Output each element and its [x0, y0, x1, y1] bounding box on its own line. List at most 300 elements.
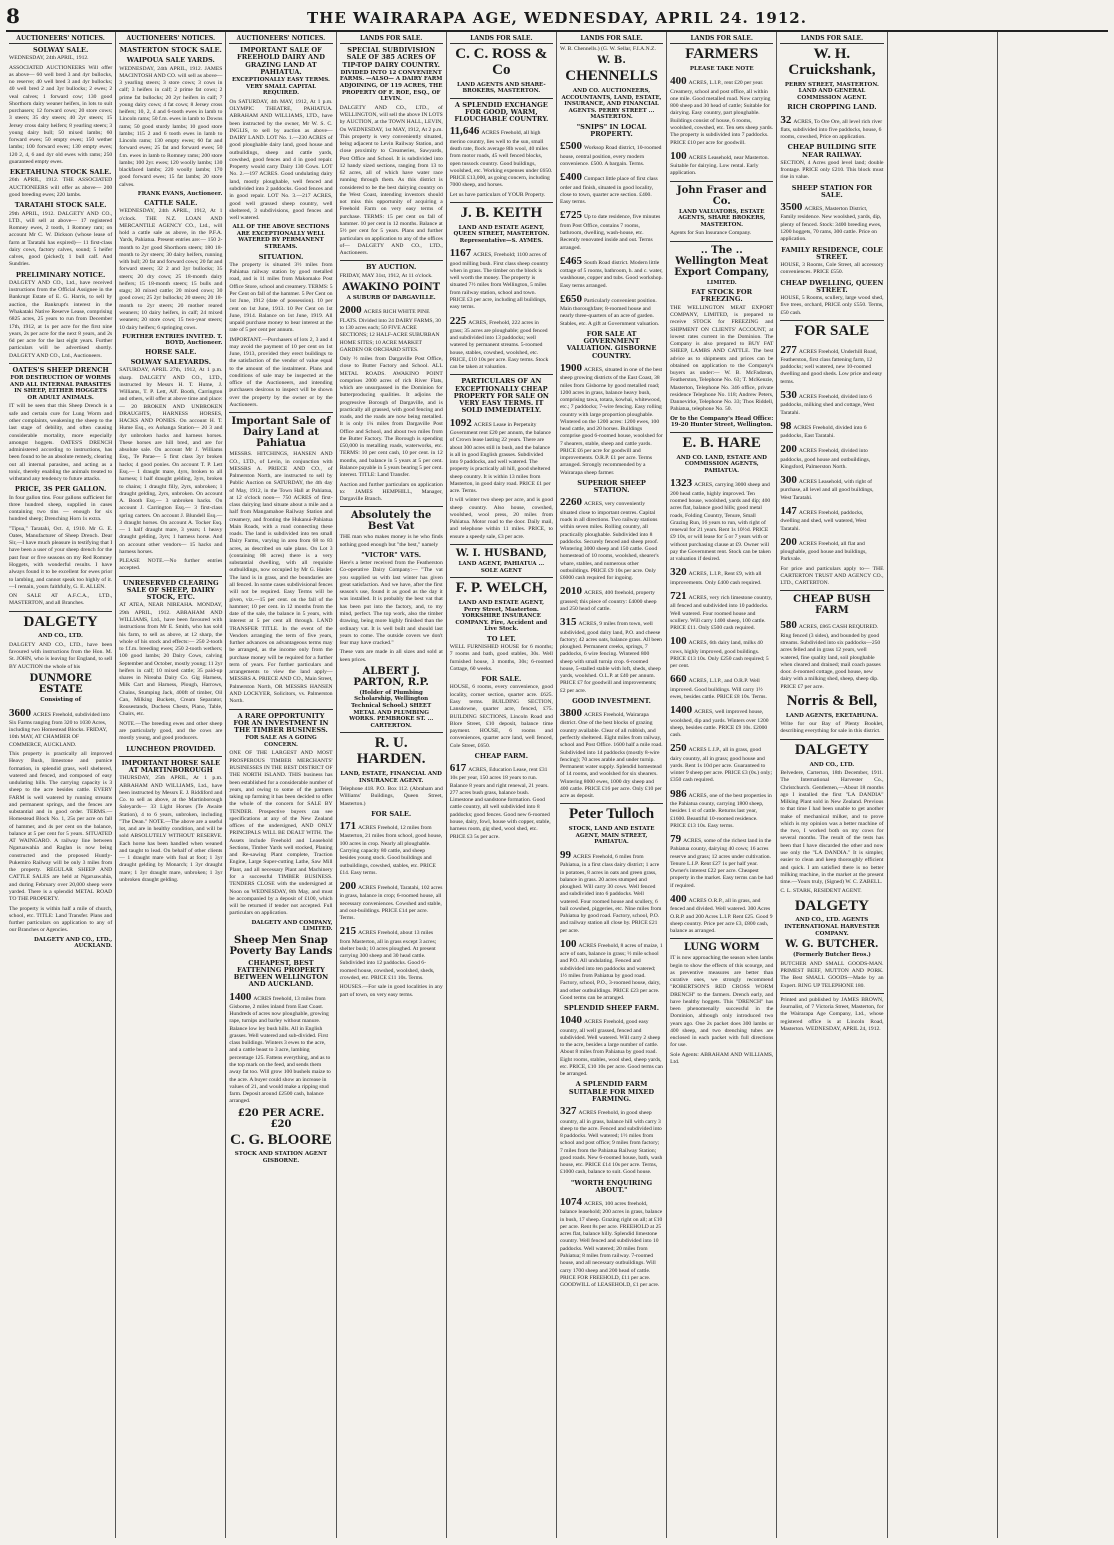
ad-paragraph: FRIDAY, MAY 31st, 1912, At 11 o'clock.	[339, 272, 433, 279]
ad-heading: CHEAP BUILDING SITE NEAR RAILWAY.	[787, 143, 877, 159]
ad-paragraph: W. B. Chennells.) (G. W. Sellar, F.I.A.N.Z.	[559, 46, 656, 52]
ad-divider	[450, 202, 553, 203]
property-listing	[560, 584, 663, 613]
ad-title: John Fraser and Co.	[676, 184, 767, 207]
ad-signature: DALGETY AND COMPANY, LIMITED.	[251, 919, 333, 932]
ad-paragraph: BUTCHER AND SMALL GOODS-MAN. PRIMEST BEEF, MUTTON AND PORK. The Best SMALL GOODS—Made by an Expert. RING UP TELEPHONE 180.	[780, 960, 884, 989]
property-listing	[780, 343, 883, 386]
property-listing	[780, 419, 883, 441]
ad-heading: OATES'S SHEEP DRENCH	[12, 365, 109, 374]
column-header: LANDS FOR SALE.	[450, 34, 553, 44]
ad-subheading: PLEASE TAKE NOTE	[689, 65, 754, 72]
ad-heading: SOLWAY SALE.	[32, 46, 89, 54]
acreage-figure: 147	[780, 505, 797, 517]
advertiser-name: R. U. HARDEN.	[356, 735, 426, 768]
acreage-figure: 200	[780, 443, 797, 456]
ad-paragraph: NOTE.—The breeding ewes and other sheep are particularly good, and the cows are mostly young, and good producers.	[119, 720, 223, 742]
ad-paragraph: HOUSES.—For sale in good localities in any part of town, on very easy terms.	[339, 984, 443, 998]
property-listing	[560, 292, 663, 328]
listing-text: ACRES, carrying 3000 sheep and 200 head cattle, highly improved. Ten roomed house, woolshed, yards and dip; 400 acres flat, balance good hills; good metal roads, Folding Country, Tenure, Small Grazing Run, 16 years to run, with right of renewal for 21 years. Rent 1s 10½d. PRICE £9 10s, or will lease for 5 or 7 years with or without purchasing clause at £9. Owner will pay the Government rent. Stock can be taken at valuation if desired.	[670, 482, 771, 563]
ad-paragraph: DALGETY AND CO., LTD., of WELLINGTON, will sell the above IN LOTS by AUCTION, at the TOWN HALL, LEVIN, On WEDNESDAY, 1st MAY, 1912, At 2 p.m. This property is very conveniently situated, being adjacent to Levin Railway Station, and close proximity to Creameries, Sawyards, Post Office and School. It is subdivided into 12 handy sized sections, ranging from 13 to 62 acres, all of which have water race running through them. As this district is considered to be the best dairying country on the West Coast, intending investors should not miss this opportunity of acquiring a Freehold Farm on very easy terms of purchase. TERMS: 15 per cent on fall of hammer. 10 per cent in 12 months. Balance at 5½ per cent for 5 years. Plans and further particulars on application to any of the offices of— DALGETY AND CO., LTD., Auctioneers.	[339, 104, 443, 257]
ad-heading: SPLENDID SHEEP FARM.	[564, 1004, 660, 1013]
ad-subheading: FOR DESTRUCTION OF WORMS AND ALL INTERNAL PARASITES IN SHEEP, EITHER HOGGETS OR ADULT ANIMALS.	[10, 375, 112, 401]
ad-heading: MASTERTON STOCK SALE.	[119, 46, 222, 54]
ad-heading: SPECIAL SUBDIVISION SALE OF 385 ACRES OF TIP-TOP DAIRY COUNTRY.	[342, 46, 440, 69]
ad-divider	[670, 938, 773, 939]
property-listing	[670, 892, 773, 935]
property-listing	[450, 416, 553, 496]
acreage-figure: 721	[670, 589, 687, 602]
acreage-figure: 200	[780, 535, 797, 548]
listing-text: ACRES, L.I.P., rent £20 per year. Creamery, school and post office, all within one mile. Good metalled road. Now carrying 800 sheep and 30 head of cattle; Suitable for dairying. Easy country, part ploughable. Buildings consist of house, 6 rooms, woolshed, cowshed, etc. Ten sets sheep yards. The property is subdivided into 7 paddocks. PRICE £10 per acre for goodwill.	[670, 80, 774, 146]
ad-paragraph: Sole Agents: ABRAHAM AND WILLIAMS, Ltd.	[670, 1051, 774, 1066]
advertiser-name: DALGETY	[794, 897, 869, 914]
ad-subheading: FOR SALE AS A GOING CONCERN.	[245, 735, 317, 748]
listing-text: ACRES Freehold, divided into 6 paddocks, East Taratahi.	[780, 424, 867, 440]
property-listing	[560, 1195, 663, 1289]
property-listing	[670, 703, 773, 739]
listing-text: South Road district. Modern little cottage of 5 rooms, bathroom, h. and c. water, washhouse, copper and tubs. Good workshop. Easy terms arranged.	[559, 259, 663, 289]
ad-subheading: LAND, ESTATE, FINANCIAL AND INSURANCE AGENT.	[340, 770, 442, 784]
property-listing	[670, 476, 773, 563]
ad-paragraph: The property is within half a mile of church, school, etc. TITLE: Land Transfer. Plans and further particulars on application to any of our Branches or Agencies.	[9, 905, 113, 934]
property-listing	[780, 113, 883, 142]
listing-text: ACRES Freehold, 6 miles from Pahiatua, in a first class dairy district; 1 acre in potatoes, 8 acres in oats and green grass, balance in grass. 20 acres stumped and ploughed. Will carry 30 cows. Well fenced and subdivided into 6 paddocks. Well watered. Four roomed house and scullery, 6 bail cowshed, piggeries, etc. Nine miles from Pahiatua by good road. Factory, school, P.O. and railway station all close by. PRICE £21 per acre.	[559, 853, 662, 934]
ad-paragraph: HOUSE, 5 Rooms, scullery, large wood shed, five trees, orchard, PRICE only £550. Terms, £50 cash.	[780, 295, 884, 316]
ad-heading: A RARE OPPORTUNITY FOR AN INVESTMENT IN THE TIMBER BUSINESS.	[233, 711, 329, 735]
ad-paragraph: AT ATEA, NEAR NIREAHA. MONDAY, 29th APRIL, 1912. ABRAHAM AND WILLIAMS, Ltd., have been favoured with instructions from Mr E. Smith, who has sold his farm, to sell as above, at 12 sharp, the whole of his stock and effects:— 250 2-tooth to f.f.m. breeding ewes; 250 2-tooth wethers; 100 good lambs; 20 Dairy Cows, calving September and October, mostly young; 11 2yr heifers in calf; 10 mixed cattle; 35 paid-up shares in Nireaha Dairy Co. Gig Harness, Milk Cart and Harness, Plough, Harrows, Chains, Stumping Jack, 400ft of timber, Oil Can, Milking Buckets, Cream Separator, Rousestands, Duchess Chests, Piano, Table, Chairs, etc.	[119, 602, 223, 718]
ad-paragraph: DALGETY AND CO., LTD., have been favoured with instructions from the Hon. M. St. JOHN, who is leaving for England, to sell BY AUCTION the whole of his	[9, 641, 113, 670]
listing-text: Particularly convenient position. Main thoroughfare; 8-roomed house and nearly three-quarters of an acre of garden. Stables, etc. A gift at Government valuation.	[559, 297, 660, 327]
property-listing	[670, 672, 773, 701]
listing-text: ACRES O.R.P., all in grass, and fenced and divided. Well watered. 300 Acres O.R.P. and 200 Acres L.I.P. Rent £25. Good 9 sheep country. Price per acre £3, £800 cash, balance as arranged.	[670, 897, 773, 935]
acreage-figure: 320	[670, 566, 687, 579]
ad-divider	[340, 506, 443, 507]
ad-heading: CHEAP DWELLING, QUEEN STREET.	[780, 278, 884, 294]
property-listing	[229, 990, 332, 1106]
ad-divider	[340, 260, 443, 261]
advertiser-name: DALGETY	[794, 741, 869, 758]
listing-text: ACRES Freehold, all flat and ploughable, good house and buildings, Parkvale.	[780, 540, 867, 563]
acreage-figure: 400	[670, 892, 687, 905]
property-listing	[780, 473, 883, 502]
acreage-figure: 98	[780, 419, 792, 432]
ad-paragraph: Let us have particulars of YOUR Property.	[449, 191, 546, 198]
listing-text: Compact little place of first class order and finish, situated in good locality, close to town, quarter acre section. £400. Easy terms.	[559, 176, 658, 206]
ad-subheading: Or to the Company's Head Office: 19-20 Hunter Street, Wellington.	[670, 415, 774, 429]
listing-text: ACRES Freehold, Wairarapa district. One of the best blocks of grazing country available. Clear of all rubbish, and perfectly sheltered. Eight miles from railway, school and Post Office. 1600 half a mile road. Subdivided into 14 paddocks (mostly 8-wire fencing); 70 acres arable and under turnip. Permanent water supply. Splendid homestead of 14 rooms, and woolshed for six shearers. Wintering 8000 ewes, 1000 dry sheep and 400 cattle. PRICE £16 per acre. Only £10 per acre as deposit.	[559, 712, 663, 800]
acreage-figure: 100	[670, 149, 687, 162]
listing-text: ACRES Leasehold, with right of purchase, all level and all good buildings, West Taratahi.	[780, 479, 874, 501]
ad-paragraph: PLEASE NOTE.—No further entries accepted.	[119, 558, 223, 572]
ad-subheading: LIMITED.	[706, 279, 737, 286]
ad-divider	[229, 412, 332, 413]
ad-paragraph: MESSRS. HITCHINGS, HANSEN AND CO., LTD., of Levin, in conjunction with MESSRS A. PRIECE AND CO., of Palmerston North, are instructed to sell by Public Auction on SATURDAY, the 4th day of May, 1912, in the Town Hall at Pahiatua, at 12 o'clock noon— 750 ACRES of first-class dairying land situate about a mile and a half from Mangamahoe Railway Station and creamery, and fronting the Hukanui-Pahiatua Main Roads, with a road connecting these roads. The land is subdivided into ten small Dairy Farms, varying in area from 68 to 83 acres, as described on sale plans. On Lot 3 (containing 88 acres) there is a very substantial dwelling, with all requisite outbuildings, now occupied by Mr G. Hasler. The land is in grass, and the boundaries are all fenced. In some cases subdivisional fences will not be required. Easy Terms will be given, viz.—15 per cent. on the fall of the hammer; 10 per cent. in 12 months from the date of the sale, the balance in 5 years, with interest at 5 per cent all through. LAND TRANSFER TITLE. In the event of the Vendors arranging the term of five years, further advances on advantageous terms may be arranged, as the income only from the purchase money will be required for a further term of years. For further particulars and arrangements to view the land apply— MESSRS A. PRIECE AND CO., Main Street, Palmerston North, OR MESSRS HANSEN AND LOCKYER, Solicitors, vs. Palmerston North.	[229, 451, 333, 705]
ad-heading: CHEAPEST, BEST FATTENING PROPERTY BETWEEN WELLINGTON AND AUCKLAND.	[233, 958, 329, 989]
acreage-figure: 1167	[449, 247, 472, 260]
ad-divider	[670, 241, 773, 242]
advertiser-name: E. B. HARE	[682, 434, 761, 451]
listing-text: Up to date residence, five minutes from Post Office, contains 7 rooms, bathroom, dwelling, wash-house, etc. Recently renovated inside and out. Terms arranged.	[559, 214, 661, 251]
ad-subheading: LAND AND ESTATE AGENT, Perry Street, Masterton. YORKSHIRE INSURANCE COMPANY. Fire, Accident and Live Stock.	[455, 599, 548, 633]
ad-heading: HORSE SALE.	[145, 347, 197, 356]
acreage-figure: 580	[780, 619, 797, 632]
acreage-figure: 225	[449, 314, 467, 327]
ad-paragraph: Here's a letter received from the Featherston Co-operative Dairy Company:— "The vat you supplied us with last winter has given great satisfaction. And we have, after the first season's use, found it as good as the day it was installed. It is probably the best vat that has been put into the factory, and, to my mind, perfect. The top work, also the timber drawing, being more highly finished than the ordinary vat. It is well built and should last years to come. The outside covers we don't fear may have cracked."	[339, 560, 443, 647]
listing-text: ACRES Freehold, about 13 miles from Masterton, all in grass except 3 acres; shelter bush; 10 acres ploughed. At present carrying 300 sheep and 30 head cattle. Subdivided into 12 paddocks. Good 6-roomed house, cowshed, woolshed, sheds, crowded, etc. PRICE £11 10s. Terms.	[339, 930, 437, 982]
ad-heading: SOLWAY SALEYARDS.	[130, 358, 211, 367]
ad-title: Important Sale of Dairy Land at Pahiatua	[231, 416, 331, 450]
column-9	[888, 32, 998, 1538]
newspaper-title: THE WAIRARAPA AGE, WEDNESDAY, APRIL 24. 1912.	[307, 9, 807, 27]
property-listing	[670, 832, 773, 890]
ad-subheading: AND CO. LAND, ESTATE AND COMMISSION AGENTS, PAHIATUA.	[676, 454, 767, 474]
ad-divider	[450, 577, 553, 578]
ad-paragraph: WELL FURNISHED HOUSE for 6 months; 7 rooms and bath, good stables, 30s. Well furnished house, 3 months, 30s; 6-roomed Cottage, 60 weeks.	[449, 644, 553, 672]
ad-heading: WAIPOUA SALE YARDS.	[126, 56, 215, 65]
ad-paragraph: This property is practically all improved Heavy Bush, limestone and pumice formation, in splendid grass, well sheltered, watered and fenced, and composed of easy undulating hills. The carrying capacity is 3 sheep to the acre besides cattle. EVERY FARM is well watered by running streams and permanent springs, and the fences are substantial and in good order. TERMS.—Homestead Block No. 1, 25s per acre on fall of hammer, and 4s per cent on the balance, balance at 5 per cent for 5 years. SITUATED AT WAINGARO. A railway line between Ngaruawahia and Raglan is now being constructed and the proposed Huntly-Pukemiro Railway will be only 3 miles from the property. REGULAR SHEEP AND CATTLE SALES are held at Ngaruawahia, and during February over 20,000 sheep were yarded. There is a splendid METAL ROAD TO THE PROPERTY.	[9, 750, 113, 903]
listing-text: ACRES, 100 acres freehold, balance leasehold; 200 acres in grass, balance in bush, 17 sheep. Grazing right on all; at £10 per acre. Rent 8s per acre. FREEHOLD at 25 acres flat, balance hilly. Splendid limestone country. Well fenced and subdivided into 10 paddocks. Well watered; 20 miles from Pahiatua; 8 miles from railway. 7-roomed house, and all necessary outbuildings. Will carry 1700 sheep and 200 head of cattle. PRICE FOR FREEHOLD, £11 per acre. GOODWILL of LEASEHOLD, £1 per acre.	[559, 1201, 663, 1289]
column-1	[6, 32, 116, 1538]
ad-heading: UNRESERVED CLEARING SALE OF SHEEP, DAIRY STOCK, ETC.	[122, 578, 219, 602]
ad-heading: TO LET.	[486, 634, 516, 643]
ad-paragraph: THE WELLINGTON MEAT EXPORT COMPANY, LIMITED, is prepared to receive STOCK for FREEZING and SHIPMENT ON CLIENTS' ACCOUNT, at lowest rates current in the Dominion. The Company is also prepared to BUY FAT SHEEP, LAMBS AND CATTLE. The best advice as to shipments and prices can be obtained on application to the Company's buyers as under:— W. B. McFadzean, Featherston, Telephone No. 63; T. McKenzie, Masterton, Telephone No. 346 office, private residence Telephone No. 118; Andrew Peters, Dannevirke, Telephone No. 33; Thos Riddell, Pahiatua, telephone No. 50.	[670, 304, 774, 413]
ad-subheading: AND CO. AUCTIONEERS, ACCOUNTANTS, LAND, ESTATE, INSURANCE, AND FINANCIAL AGENTS. PERRY STREET ... MASTERTON.	[561, 88, 662, 121]
ad-subheading: AND CO., LTD. AGENTS INTERNATIONAL HARVESTER COMPANY.	[784, 917, 880, 937]
acreage-figure: 2000	[339, 304, 362, 317]
column-header: AUCTIONEERS' NOTICES.	[119, 34, 222, 44]
acreage-figure: £465	[559, 254, 582, 267]
property-listing	[560, 361, 663, 477]
ad-paragraph: THE man who makes money is he who finds nothing good enough but "the best," namely	[339, 534, 443, 548]
property-listing	[560, 139, 663, 168]
acreage-figure: 1074	[559, 1196, 582, 1209]
listing-text: ACRES, very rich limestone country, all fenced and subdivided into 10 paddocks. Well watered. Four roomed house and scullery. Will carry 1400 sheep, 100 cattle. PRICE £11. Only £500 cash required.	[670, 594, 773, 632]
property-listing	[560, 1013, 663, 1078]
ad-divider	[780, 320, 883, 321]
acreage-figure: £650	[559, 292, 582, 305]
listing-text: ACRES, Masterton District, Family residence. New woolshed, yards, dip, plenty of fenced. Stock: 3400 breeding ewes, 1200 hoggets, 70 rams, 300 cattle. Price on application.	[780, 206, 882, 243]
ad-paragraph: On SATURDAY, 4th MAY, 1912, At 1 p.m. OLYMPIC THEATRE, PAHIATUA. ABRAHAM AND WILLIAMS, LTD., have been instructed by the owner, Mr W. S. C. INGLIS, to sell by auction as above— DAIRY LAND. LOT No. 1.—230 ACRES of good ploughable dairy land, good house and outbuildings, sheep and cattle yards, cowshed, good fences and 4 in good repair. Property would carry Dairy 130 Cows. LOT No. 2.—197 ACRES. Good undulating dairy land, mostly ploughable, well fenced and subdivided into 2 paddocks. Good fences and in good repair. LOT No. 3.—217 ACRES, good well grassed sheep country, well sheltered, 3 subdivisions, good fences and well watered.	[229, 98, 333, 222]
advertiser-name: F. P. WELCH,	[455, 580, 548, 597]
ad-paragraph: C. L. STARK, RESIDENT AGENT.	[780, 888, 862, 895]
acreage-figure: 660	[670, 673, 687, 686]
ad-paragraph: These vats are made in all sizes and sold at keen prices.	[339, 649, 443, 663]
listing-text: ACRES Freehold, subdivided into Six Farms ranging from 320 to 1030 Acres, including two Homestead Blocks. FRIDAY, 10th MAY, AT CHAMBER OF COMMERCE, AUCKLAND.	[9, 711, 110, 748]
acreage-figure: £400	[559, 171, 582, 184]
ad-subheading: (Holder of Plumbing Scholarship, Wellington Technical School.) SHEET METAL AND PLUMBING WORKS. PEMBROKE ST. ... CARTERTON.	[349, 689, 434, 729]
property-listing	[670, 634, 773, 670]
advertiser-name: FOR SALE	[794, 322, 870, 339]
ad-subheading: LAND AGENT, PAHIATUA ... SOLE AGENT	[458, 560, 545, 574]
acreage-figure: 100	[559, 937, 577, 950]
ad-heading: SITUATION.	[258, 252, 304, 261]
ad-divider	[780, 590, 883, 591]
ad-heading: PARTICULARS OF AN EXCEPTIONALLY CHEAP PROPERTY FOR SALE ON VERY EASY TERMS. IT SOLD IMMEDIATELY.	[453, 377, 549, 415]
ad-heading: FOR SALE AT GOVERNMENT VALUATION. GISBORNE COUNTRY.	[566, 329, 657, 360]
ad-paragraph: Auction and further particulars on application to: JAMES HEMPHILL, Manager, Dargaville Branch.	[339, 481, 443, 503]
ad-paragraph: It will winter two sheep per acre, and is good sheep country. Also house, cowshed, woolshed, wool press, 20 miles from Pahiatua. Motor road to the door. Daily mail, and telephone within 11 miles. PRICE, to ensure a speedy sale, £3 per acre.	[449, 497, 553, 540]
listing-text: ACRES Freehold, all high merino country, lies well to the sun, small death rate, flock average 8lb wool, 40 miles from motor roads, 45 well fenced blocks, open tussock country. Good buildings, woolshed, etc. Working expenses under £650. PRICE £13,000, as going concern, including 7000 sheep, and horses.	[449, 130, 553, 189]
advertiser-name: FARMERS	[685, 46, 759, 62]
ad-heading: SUPERIOR SHEEP STATION.	[577, 478, 646, 495]
listing-text: ACRES Freehold, Taratahi, 102 acres in grass, balance in crop; 6-roomed house, all necessary conveniences. Cowshed and stable, and out-buildings. PRICE £14 per acre. Terms.	[339, 885, 443, 922]
acreage-figure: 99	[559, 848, 571, 861]
ad-paragraph: Only ½ miles from Dargaville Post Office, close to Butter Factory and School. ALL METAL ROADS. AWAKINO POINT comprises 2000 acres of rich River Flats, which are unsurpassed in the Dominion for butterproducing qualities. It adjoins the progressive Borough of Dargaville, and is practically all grassed, with good fencing and roads, and the roads are now being metalled. It is only 1¼ miles from Dargaville Post Office and School, and about two miles from the Butter Factory. The Borough is spending £50,000 in metalling roads, waterworks, etc. TERMS: 10 per cent cash, 10 per cent. in 12 months, and balance in 5 years at 5 per cent. Balance payable in 5 years bearing 5 per cent. interest. TITLE: Land Transfer.	[339, 356, 443, 479]
acreage-figure: 1900	[559, 361, 582, 374]
ad-divider	[780, 993, 883, 994]
listing-text: ACRES, one of the best properties in the Pahiatua county, carrying 1800 sheep, besides 1 st of cattle. Returns last year, £1600. Beautiful 10-roomed residence. PRICE £13 10s. Easy terms.	[670, 792, 772, 829]
ad-paragraph: WEDNESDAY, 24th APRIL, 1912, At 1 o'clock. THE N.Z. LOAN AND MERCANTILE AGENCY CO., Ltd., will hold a cattle sale as above, in the P.F.A. Yards, Pahiatua. Present entries are:— 150 2-month to 2yr good Shorthorn steers; 180 18-month to 2yr steers; 30 dairy heifers, running with bull; 20 fat and forward cows; 20 fat and forward steers; 32 2 and 3yr bullocks; 35 steers; 20 dry cows; 25 18-month dairy heifers; 15 18-month steers; 15 bulls and stags; 30 mixed cattle; 20 mixed cows; 30 good cows; 25 2yr bullocks; 20 steers; 20 18-month to 2yr steers; 20 mother reared weaners; 10 dairy heifers, in calf; 24 mixed weaners; 20 store cows; 15 two-year steers; 10 dairy heifers; 6 springing cows.	[119, 208, 223, 331]
columns	[6, 32, 1108, 1538]
acreage-figure: 1040	[559, 1014, 582, 1027]
acreage-figure: 3600	[9, 706, 31, 719]
property-listing	[450, 246, 553, 311]
listing-text: ACRES Freehold, divided into paddocks, good house and outbuildings, Kingsford, Palmerston North.	[780, 448, 871, 470]
listing-text: ACRES, Education Lease, rent £31 10s per year, 150 acres 18 years to run. Balance 8 years and right renewal, 21 years. 277 acres bush grass, balance bush. Limestone and sandstone formation. Good cattle country, all well subdivided into 8 paddocks; good fences. Good new 6-roomed house, dairy, fowl, house with copper, stable, harness room, gig shed, wool shed, etc. PRICE £3 5s per acre.	[449, 767, 551, 840]
ad-divider	[229, 709, 332, 710]
acreage-figure: 3500	[780, 201, 803, 214]
ad-subheading: DIVIDED INTO 12 CONVENIENT FARMS. —ALSO— A DAIRY FARM ADJOINING, OF 119 ACRES, THE PROPERTY OF F. ROE, ESQ., OF LEVIN.	[339, 69, 443, 103]
acreage-figure: 315	[559, 616, 577, 629]
listing-text: ACRES, L.I.P., and O.R.P. Well improved. Good buildings. Will carry 1½ ewes, besides cattle. PRICE £8 10s. Terms.	[670, 678, 767, 700]
ad-heading: IMPORTANT SALE OF FREEHOLD DAIRY AND GRAZING LAND AT PAHIATUA.	[237, 46, 325, 76]
ad-subheading: PERRY STREET, MASTERTON. LAND AND GENERAL COMMISSION AGENT.	[784, 81, 879, 101]
column-7	[667, 32, 777, 1538]
ad-paragraph: WEDNESDAY, 24th APRIL, 1912. JAMES MACINTOSH AND CO. will sell as above— 3 yearling steers; 3 store cows; 3 cows in calf; 3 heifers in calf; 2 prime fat cows; 2 prime fat bullocks; 20 2yr heifers in calf; 7 young dairy cows; 4 fat cows; 8 Jersey cross heifers; 10, 2, 4 and 6-tooth ewes in lamb to Lincoln rams; 50 f.m. ewes in lamb to Downs rams; 50 good sturdy lambs; 10 good store lambs; 115 2 and 6 tooth ewes in lamb to Lincoln rams; 130 empty ewes; 60 fat and forward ewes; 25 fat and forward ewes; 50 f.m. ewes in lamb to Romney rams; 200 store lambs; 100 2yr. ewes; 120 woolly lambs; 130 blackfaced lambs; 220 woolly lambs; 170 good forward ewes; 15 fat lambs; 20 store calves.	[119, 65, 223, 188]
property-listing	[450, 124, 553, 189]
ad-paragraph: "Tipua," Taratahi, Oct. 4, 1910. Mr G. E. Oates, Manufacturer of Sheep Drench. Dear Sir,—I have much pleasure in testifying that I have been a user of your sheep drench for the past four or five seasons on my Red Romney Hoggets, with wonderful results. I have always found it to be excellent for ewes prior to lambing, and cannot speak too highly of it.—I remain, yours faithfully, G. E. ALLEN.	[9, 525, 113, 590]
ad-heading: RICH CROPPING LAND.	[787, 103, 877, 112]
listing-text: ACRES, well improved house, woolshed, dip and yards. Winters over 1200 sheep, besides cattle. PRICE £9 10s. £2000 cash.	[670, 709, 769, 739]
ad-signature: DALGETY AND CO., LTD., AUCKLAND.	[33, 936, 113, 949]
ad-divider	[9, 611, 112, 612]
ad-heading: GOOD INVESTMENT.	[572, 696, 651, 705]
column-3	[226, 32, 336, 1538]
column-4	[337, 32, 447, 1538]
property-listing	[560, 937, 663, 1002]
property-listing	[560, 208, 663, 251]
advertiser-name: C. G. BLOORE	[230, 1131, 332, 1148]
ad-paragraph: 26th APRIL, 1912. THE ASSOCIATED AUCTIONEERS will offer as above— 200 good breeding ewes; 220 lambs.	[9, 177, 113, 199]
ad-paragraph: The property is situated 3½ miles from Pahiatua railway station by good metalled road, and is 11 miles from Makomako Post Office Store, school and creamery. TERMS: 5 Per Cent on fall of the hammer. 5 Per Cent on 1st June, 1912 (date of possession). 10 per cent on 1st June, 1913. 10 Per Cent on 1st June, 1914. Balance on 1st June, 1919. All unpaid purchase money to bear interest at the rate of 5 per cent per annum.	[229, 261, 333, 334]
acreage-figure: 2010	[559, 585, 582, 598]
ad-subheading: LAND AGENTS AND SHARE-BROKERS, MASTERTON.	[457, 81, 546, 95]
listing-text: ACRES, situated in one of the best sheep growing districts of the East Coast, 38 miles from Gisborne by good metalled road; 1200 acres in grass, balance heavy bush, comprising tawa, totara, kowhai, whitewood, etc.; 7 paddocks; 7-wire fencing. Easy rolling country with large proportion ploughable. Wintered on the 1200 acres: 1200 ewes, 100 head cattle, and 20 horses. Buildings comprise good 6-roomed house, woolshed for 7 shearers, stable, sheep and cattle yards. PRICE £6 per acre for goodwill and improvements. O.R.P. £1 per acre. Terms arranged. Strongly recommended by a Wairarapa sheep farmer.	[559, 366, 663, 476]
ad-divider	[450, 374, 553, 375]
listing-text: ACRES RICH WHITE PINE FLATS. Divided into 24 DAIRY FARMS, 30 to 130 acres each; 50 FIVE ACRE SECTIONS; 12 HALF-ACRE SUBURBAN HOME SITES; 10 ACRE MARKET GARDEN OR ORCHARD SITES.	[339, 309, 441, 353]
ad-divider	[450, 98, 553, 99]
acreage-figure: 1400	[670, 704, 693, 717]
ad-heading: PRELIMINARY NOTICE.	[15, 270, 106, 279]
ad-title: W. I. HUSBAND,	[455, 547, 547, 559]
ad-paragraph: IMPORTANT.—Purchasers of lots 2, 3 and 4 may avoid the payment of 10 per cent on 1st June, 1913, provided they erect buildings to the satisfaction of the vendor of value equal to the amount of the instalment. Plans and conditions of sale may be inspected at the office of the Auctioneers, and intending purchasers desirous to inspect will be shown over the property by the owner or by the Auctioneers.	[229, 336, 333, 408]
property-listing	[780, 388, 883, 417]
property-listing	[780, 535, 883, 564]
acreage-figure: £725	[559, 209, 582, 222]
acreage-figure: 1092	[449, 416, 472, 429]
ad-subheading: AND CO., LTD.	[38, 633, 83, 640]
listing-text: ACRES, very conveniently situated close to important centres. Capital roads in all directions. Two railway stations within seven miles. Rolling country, all practically ploughable. Subdivided into 8 paddocks. Securely fenced and sheep proof. Wintering 3000 sheep and 150 cattle. Good homestead of 10 rooms, woolshed, shearer's whare, stables, and numerous other outbuildings. PRICE £9 10s per acre. Only £6000 cash required for ingoing.	[559, 501, 659, 582]
ad-heading: IMPORTANT HORSE SALE AT MARTINBOROUGH	[121, 758, 220, 775]
listing-text: ACRES, 400 freehold, property grassed; this piece of country: £4000 sheep and 250 head of cattle.	[559, 590, 657, 612]
ad-subheading: AND CO., LTD.	[809, 761, 855, 768]
property-listing	[560, 848, 663, 935]
column-5	[447, 32, 557, 1538]
advertiser-name: W. H. Cruickshank,	[788, 46, 876, 78]
listing-text: Worksop Road district, 10-roomed house, central position, every modern convenience. £500. A bargain. Terms.	[559, 145, 662, 168]
property-listing	[340, 303, 443, 354]
ad-paragraph: Write for our Bay of Plenty Booklet, describing everything for sale in this district.	[780, 721, 884, 735]
acreage-figure: 32	[780, 113, 792, 126]
property-listing	[560, 706, 663, 800]
acreage-figure: 400	[670, 75, 687, 88]
ad-subheading: LAND VALUATORS, ESTATE AGENTS, SHARE BROKERS, MASTERTON.	[678, 208, 766, 228]
acreage-figure: 986	[670, 787, 687, 800]
ad-paragraph: Belvedere, Carterton, 18th December, 1911. The International Harvester Co., Christchurch. Gentlemen,—About 18 months ago I installed the first "LA DANDIA" Milking Plant sold in New Zealand. Previous to that time I had been unable to get another make of mechanical milker, and to prove which is my opinion was a better machine of the two, I worked both on my cows for several months. The result of the tests has been that I have discarded the other and now use only the "LA DANDIA." It is simpler, easier to clean and keep thoroughly efficient and quick. I am satisfied there is no better milking machine, in the market at the present time.—Yours truly, (Signed) W. C. ZABELL.	[780, 770, 884, 886]
ad-divider	[780, 739, 883, 740]
ad-subheading: STOCK, LAND AND ESTATE AGENT, MAIN STREET, PAHIATUA.	[568, 826, 655, 846]
ad-subheading: LAND AND ESTATE AGENT, QUEEN STREET, MASTERTON. Representative—S. AYMES.	[453, 224, 550, 244]
listing-text: ACRES Lease in Perpetuity Government rent £20 per annum, the balance of Crown lease lasting 22 years. There are about 300 acres still in bush, and the balance is all in good English grasses. Subdivided into 9 paddocks, and well watered. The property is practically all hill, good sheltered sheep country. It is within 13 miles from Masterton, in good dairy road. PRICE £1 per acre. Terms.	[449, 421, 551, 495]
property-listing	[560, 495, 663, 582]
advertiser-name: J. B. KEITH	[460, 204, 543, 221]
ad-paragraph: For price and particulars apply to— THE CARTERTON TRUST AND AGENCY CO., LTD., CARTERTON.	[780, 565, 884, 587]
acreage-figure: 327	[559, 1105, 577, 1118]
ad-title: .. The .. Wellington Meat Export Company,	[674, 244, 770, 278]
column-6	[557, 32, 667, 1538]
ad-paragraph: ASSOCIATED AUCTIONEERS Will offer as above— 60 well bred 3 and 4yr bullocks, no reserve; 40 well bred 3 and 4yr bullocks; 40 well bred 2 and 3yr bullocks; 2 ewes; 2 veal calves; 1 forward cow; 130 good Shorthorn dairy weaner heifers, in lots to suit purchasers; 12 forward cows; 20 store cows; 3 steers; 35 dry steers; 40 2yr steers; 15 Jersey cross dairy heifers; 8 yearling steers; 3 young dairy bull; 50 mixed lambs; 60 forward ewes; 50 empty ewes; 150 wether lambs; 100 forward ewes; 130 empty ewes; 120 2, 4, 6 and 4yr old ewes with rams; 250 guaranteed empty ewes.	[9, 64, 113, 165]
ad-paragraph: IT will be seen that this Sheep Drench is a safe and certain cure for Lung Worm and other complaints, weakening the sheep to the last stage of debility, and often causing considerable mortality, more especially amongst hoggets. OATES'S DRENCH administered according to instructions, has been found to be an absolute remedy, clearing out all internal parasites, and acting as a tonic, thereby enabling the animals treated to withstand any tendency to future attacks.	[9, 403, 113, 483]
acreage-figure: 11,646	[449, 125, 480, 138]
ad-divider	[670, 432, 773, 433]
ad-paragraph: Printed and published by JAMES BROWN, Journalist, of 7 Victoria Street, Masterton, for the Wairarapa Age Company, Ltd., whose registered office is at Lincoln Road, Masterton. WEDNESDAY, APRIL 24, 1912.	[780, 996, 884, 1032]
listing-text: ACRES L.I.P., all in grass, good dairy country, all in grass; good house and yards. Rent 1s 10d per acre. Guaranteed to winter 9 sheep per acre. PRICE £3 (0s.) only; £350 cash required.	[670, 747, 773, 784]
advertiser-name: C. C. ROSS & Co	[455, 46, 548, 78]
property-listing	[780, 504, 883, 533]
ad-heading: "SNIPS" IN LOCAL PROPERTY.	[576, 122, 647, 139]
ad-paragraph: 29th APRIL, 1912. DALGETY AND CO., LTD., will sell at above— 17 registered Romney ewes, 2 tooth, 1 Romney ram; on account Mr C. W. Dickson (whose lease of farm at Taratahi has expired)— 11 first-class dairy cows, factory calves, sound; 5 heifer calves, good (picked); 1 bull calf. And Sundries.	[9, 210, 113, 268]
advertiser-name: DALGETY	[23, 613, 98, 630]
property-listing	[670, 74, 773, 146]
property-listing	[340, 879, 443, 922]
ad-paragraph: HOUSE, 6 rooms, every convenience, good locality, corner section, quarter acre. £625. Easy terms. BUILDING SECTION, Lansdowne, quarter acre, fenced, £75. BUILDING SECTIONS, Lincoln Road and Blore Street, £10 deposit, balance time payment. HOUSE, 6 rooms and conveniences, quarter acre land, well fenced, Cole Street, £650.	[449, 684, 553, 749]
listing-text: ACRES Leasehold, near Masterton. Suitable for dairying. Low rental. Early application.	[670, 154, 769, 177]
ad-heading: "VICTOR" VATS.	[361, 550, 422, 559]
column-header: LANDS FOR SALE.	[340, 34, 443, 44]
ad-heading: EKETAHUNA STOCK SALE.	[9, 168, 112, 177]
ad-subheading: EXCEPTIONALLY EASY TERMS. VERY SMALL CAPITAL REQUIRED.	[231, 77, 330, 97]
column-header: LANDS FOR SALE.	[780, 34, 883, 44]
ad-paragraph: Agents for Sun Insurance Company.	[670, 230, 752, 237]
listing-text: ACRES Freehold, good easy country, all well grassed, fenced and subdivided. Well watered. Will carry 2 sheep to the acre, besides a large number of cattle. About 8 miles from Pahiatua by good road. Eight rooms, stables, wool shed, sheep yards, etc. PRICE, £10 10s per acre. Good terms can be arranged.	[559, 1019, 663, 1078]
listing-text: ACRES Freehold, in good sheep country, all in grass, balance hill with carry 3 sheep to the acre. Fenced and subdivided into 8 paddocks. Well watered; 1½ miles from school and post office; 9 miles from factory; 7 miles from the Pahiatua Railway Station; good roads. New 6-roomed house, bath, wash house, etc. PRICE £14 10s per acre. Terms, £1000 cash, balance to suit. Good house.	[559, 1110, 663, 1176]
property-listing	[450, 314, 553, 372]
ad-heading: CATTLE SALE.	[144, 199, 198, 208]
acreage-figure: 1323	[670, 477, 693, 490]
ad-heading: SHEEP STATION FOR SALE.	[791, 183, 873, 199]
listing-text: ACRES Freehold, 8 acres of maize, 1 acre of oats, balance in grass; ½ mile school and P.O. All undulating. Fenced and subdivided into ten paddocks and watered; 1½ miles from Pahiatua by good road. Factory, school, P.O., 3-roomed house, dairy, and other outbuildings. PRICE £23 per acre. Good terms can be arranged.	[559, 942, 663, 1001]
acreage-figure: £500	[559, 140, 582, 153]
ad-heading: FAT STOCK FOR FREEZING.	[691, 288, 753, 304]
ad-subheading: Consisting of	[40, 697, 81, 704]
acreage-figure: 200	[339, 880, 357, 893]
acreage-figure: 100	[670, 635, 687, 648]
acreage-figure: 300	[780, 474, 797, 487]
ad-divider	[119, 576, 222, 577]
ad-heading: FOR SALE.	[481, 675, 522, 684]
ad-heading: A SPLENDID FARM SUITABLE FOR MIXED FARMING.	[568, 1080, 655, 1103]
ad-title: W. B.	[597, 55, 626, 67]
ad-title: W. G. BUTCHER.	[785, 939, 879, 951]
acreage-figure: 171	[339, 820, 357, 833]
acreage-figure: 277	[780, 343, 797, 356]
ad-subheading: LAND AGENTS, EKETAHUNA.	[785, 712, 878, 719]
property-listing	[670, 149, 773, 178]
listing-text: ACRES, 9 miles from town, well subdivided, good dairy land, P.O. and cheese factory; 42 acres oats, balance grass. All been ploughed. Permanent creeks, springs, 7 paddocks, 6 wire fencing. Wintered 800 sheep with small turnip crop. 6-roomed house, 5-stalled stable with loft, sheds, sheep yards, woolshed. O.L.P. at £40 per annum. PRICE £7 for goodwill and improvements; £2 per acre.	[559, 621, 662, 694]
ad-paragraph: ON SALE AT A.F.C.A., LTD., MASTERTON, and all Branches.	[9, 593, 113, 607]
property-listing	[780, 618, 883, 690]
column-10	[998, 32, 1108, 1538]
ad-divider	[670, 181, 773, 182]
ad-title: ALBERT J. PARTON, R.P.	[353, 665, 429, 688]
property-listing	[670, 741, 773, 784]
ad-paragraph: SECTION, 4 Acres good level land; double frontage. PRICE only £210. This block must rise in value.	[780, 159, 884, 181]
listing-text: ACRES freehold, 13 miles from Gisborne, 2 miles inland from East Coast. Hundreds of acres now ploughable, growing rape, turnips and barley without manure. Balance low ley bush hills. All in English grasses. Well watered and sub-divided. First class buildings. Winters 3 ewes to the acre, and a cattle beast to 3 acre, lambing percentage 125. Fattens everything, and as to the top mark on the feed, and sends them away fat too. Will grow 100 bushels maize to the acre. A buyer could show an increase in values of 21, and would make a ripping stud farm. Deposit around £2500 cash, balance arranged.	[229, 995, 331, 1105]
ad-paragraph: Telephone 418. P.O. Box 112. (Abraham and Williams' Buildings, Queen Street, Masterton.)	[339, 786, 443, 807]
listing-text: ACRES, To Ore Ore, all level rich river flats, subdivided into five paddocks, house, 6 rooms, cowshed, Price on application.	[780, 118, 883, 141]
listing-text: ACRES, 6th dairy land, milks 40 cows, highly improved, good buildings. PRICE £13 10s. Only £250 cash required; 5 per cent.	[670, 640, 769, 670]
ad-subheading: ALL OF THE ABOVE SECTIONS ARE EXCEPTIONALLY WELL WATERED BY PERMANENT STREAMS.	[232, 224, 330, 251]
ad-title: £20 PER ACRE. £20	[237, 1107, 325, 1130]
ad-divider	[119, 756, 222, 757]
listing-text: ACRES Freehold, paddocks, dwelling and shed, well watered, West Taratahi.	[780, 510, 867, 532]
ad-signature: FURTHER ENTRIES INVITED. T. BOYD, Auctioneer.	[122, 333, 223, 346]
ad-heading: "WORTH ENQUIRING ABOUT."	[570, 1178, 653, 1194]
ad-title: LUNG WORM	[683, 942, 760, 954]
property-listing	[670, 565, 773, 587]
ad-heading: PRICE, 3S PER GALLON.	[14, 485, 107, 494]
listing-text: ACRES, some of the richest land in the Pahiatua county, dairying 40 cows; 16 acres reserve and grass; 12 acres under cultivation. Tenure L.I.P. Rent £27 1s per half year. Owner's interest £22 per acre. Cheapest property in the market. Easy terms can be had if required.	[670, 838, 773, 889]
ad-heading: CHEAP FARM.	[474, 751, 529, 760]
ad-subheading: A SUBURB OF DARGAVILLE.	[346, 294, 436, 301]
ad-heading: A SPLENDID EXCHANGE FOR GOOD, WARM, FLOUCHABLE COUNTRY.	[454, 100, 549, 124]
ad-paragraph: HOUSE, 3 Rooms, Cole Street, all accessory conveniences. PRICE £550.	[780, 262, 884, 276]
advertiser-name: CHENNELLS	[565, 68, 658, 85]
ad-divider	[560, 803, 663, 804]
ad-paragraph: In four gallon tins. Four gallons sufficient for three hundred sheep, supplied in cases containing two tins — enough for six hundred sheep; Drenching Horn 1s extra.	[9, 494, 113, 523]
property-listing	[340, 924, 443, 982]
property-listing	[670, 589, 773, 632]
ad-paragraph: ONE OF THE LARGEST AND MOST PROSPEROUS TIMBER MERCHANTS' BUSINESSES IN THE BEST DISTRICT OF THE NORTH ISLAND. THIS business has been established for a considerable number of years, and owing to some of the partners taking up farming it has been decided to offer the whole of the concern for SALE BY TENDER. Prospective buyers can see specifications at any of the New Zealand offices of the undersigned, AND ONLY PRINCIPALS WILL BE DEALT WITH. The Assets include Freehold and Leasehold Sections, Timber Yards well stocked, Planing and Re-sawing Plant complete, Traction Engine, Large Super-cutting Lathe, Saw Mill Plant, and all necessary Plant and Machinery for a successful TIMBER BUSINESS. TENDERS CLOSE with the undersigned at Noon on WEDNESDAY, 8th May, and must be accompanied by a deposit of £100, which will be returned if tender not accepted. Full particulars on application.	[229, 750, 333, 917]
masthead	[6, 4, 1108, 32]
listing-text: ACRES, L.I.P., Rent £9, with all improvements. Only £400 cash required.	[670, 571, 762, 586]
property-listing	[450, 761, 553, 841]
listing-text: ACRES, £865 CASH REQUIRED. Ring fenced (3 sides), and bounded by good streams. Subdivided into six paddocks—250 acres felled and in grass 12 years, well watered, fine quality land, soil ploughable when cleared and drained; mail coach passes door. 4-roomed cottage, good house, new dairy with a milking shed, sheep, sheep dip. PRICE £7 per acre.	[780, 624, 881, 690]
ad-paragraph: THURSDAY, 25th APRIL, At 1 p.m. ABRAHAM AND WILLIAMS, Ltd., have been instructed by Messrs E. J. Riddiford and Co. to sell as above, at the Martinborough Saleyards— 33 Light Horses (Te Awaite Station), 4 to 6 years, unbroken, including "The Dean." NOTE.—The above are a useful lot, and are in healthy condition, and will be sold ABSOLUTELY WITHOUT RESERVE. Each horse has been handled when weaned and taught to lead. On behalf of other clients— 1 draught mare with foal at foot; 1 3yr draught gelding by Monarch; 1 3yr draught mare; 1 3yr draught mare, unbroken; 1 3yr unbroken draught gelding.	[119, 775, 223, 883]
property-listing	[560, 615, 663, 695]
property-listing	[340, 819, 443, 877]
column-header: AUCTIONEERS' NOTICES.	[229, 34, 332, 44]
ad-title: Sheep Men Snap Poverty Bay Lands	[229, 934, 333, 957]
ad-divider	[450, 544, 553, 545]
ad-divider	[9, 363, 112, 364]
ad-heading: TARATAHI STOCK SALE.	[14, 201, 107, 210]
property-listing	[560, 1104, 663, 1176]
ad-paragraph: SATURDAY, APRIL 27th, 1912, At 1 p.m. sharp. DALGETY AND CO., LTD., instructed by Messrs H. T. Hume, J. Williams, T. P. Lett, Alf. Booth, Carrington and others, will offer at above time and place:— 20 BROKEN AND UNBROKEN DRAUGHTS, HARNESS HORSES, HACKS AND PONIES. On account H. T. Hume Esq., ex Aohanga Station— 20 3 and 4yr unbroken hacks and harness horses. These horses are hill bred, and are for absolute sale. On account Mr J. Williams Esq., Te Parae— 5 first class 3yr broken hacks; 4 good ponies. On account T. P. Lett Esq.— 1 draught mare, 4yrs, broken to all harness; 1 half draught gelding, 3yrs, broken to chains; 1 draught filly, 2yrs, unbroken; 1 draught gelding, 2yrs, unbroken. On account A. Booth Esq.— 3 unbroken hacks. On account J. Carrington Esq.— 3 first-class spring carters. On account J. Blundell Esq.— 3 draught horses. On account A. Tocker Esq.— 1 half draught mare, 3 years; 1 heavy draught gelding, 3yrs; 1 harness horse. And on account other vendors— 15 hacks and harness horses.	[119, 367, 223, 555]
acreage-figure: 250	[670, 742, 687, 755]
property-listing	[9, 706, 112, 749]
